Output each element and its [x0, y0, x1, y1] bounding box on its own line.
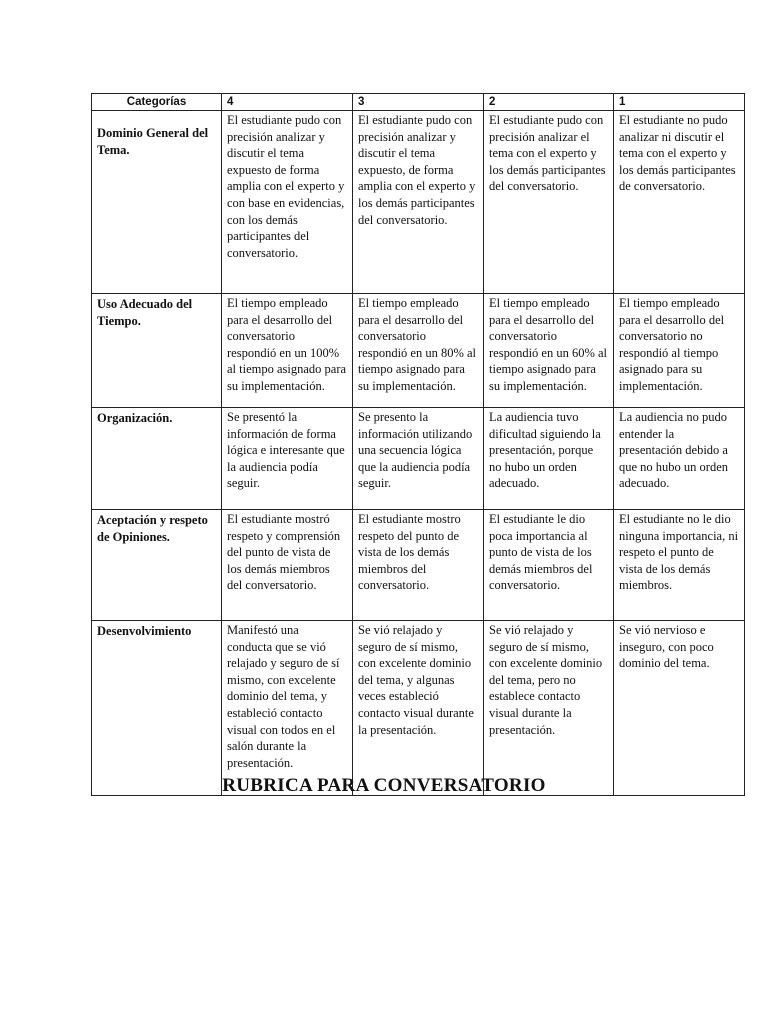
criteria-cell: Se presento la información utilizando una secuencia lógica que la audiencia podía seguir. [353, 408, 484, 510]
rubric-table [91, 93, 745, 796]
header-categories: Categorías [92, 94, 222, 111]
criteria-cell: El estudiante le dio poca importancia al punto de vista de los demás miembros del conversatorio. [484, 510, 614, 621]
category-cell: Desenvolvimiento [92, 621, 222, 796]
table-row [92, 510, 745, 621]
criteria-cell: El estudiante mostro respeto del punto de vista de los demás miembros del conversatorio. [353, 510, 484, 621]
category-cell: Uso Adecuado del Tiempo. [92, 294, 222, 408]
header-score-3: 3 [353, 94, 484, 111]
criteria-cell: El tiempo empleado para el desarrollo del conversatorio respondió en un 80% al tiempo asignado para su implementación. [353, 294, 484, 408]
document-title: RUBRICA PARA CONVERSATORIO [222, 775, 546, 796]
criteria-cell: El estudiante no pudo analizar ni discutir el tema con el experto y los demás participantes de conversatorio. [614, 111, 745, 294]
criteria-cell: Se presentó la información de forma lógica e interesante que la audiencia podía seguir. [222, 408, 353, 510]
criteria-cell: Se vió nervioso e inseguro, con poco dominio del tema. [614, 621, 745, 796]
criteria-cell: El estudiante no le dio ninguna importancia, ni respeto el punto de vista de los demás miembros. [614, 510, 745, 621]
criteria-cell: El estudiante pudo con precisión analizar el tema con el experto y los demás participantes del conversatorio. [484, 111, 614, 294]
table-row [92, 621, 745, 796]
criteria-cell: El tiempo empleado para el desarrollo del conversatorio respondió en un 60% al tiempo asignado para su implementación. [484, 294, 614, 408]
table-row [92, 111, 745, 294]
header-score-4: 4 [222, 94, 353, 111]
category-cell: Dominio General del Tema. [92, 111, 222, 294]
criteria-cell: Se vió relajado y seguro de sí mismo, con excelente dominio del tema, pero no establece contacto visual durante la presentación. [484, 621, 614, 796]
criteria-cell: El estudiante pudo con precisión analizar y discutir el tema expuesto de forma amplia con el experto y con base en evidencias, con los demás participantes del conversatorio. [222, 111, 353, 294]
criteria-cell: Manifestó una conducta que se vió relajado y seguro de sí mismo, con excelente dominio del tema, y estableció contacto visual con todos en el salón durante la presentación. [222, 621, 353, 796]
category-cell: Organización. [92, 408, 222, 510]
criteria-cell: Se vió relajado y seguro de sí mismo, con excelente dominio del tema, y algunas veces estableció contacto visual durante la presentación. [353, 621, 484, 796]
category-cell: Aceptación y respeto de Opiniones. [92, 510, 222, 621]
criteria-cell: La audiencia tuvo dificultad siguiendo la presentación, porque no hubo un orden adecuado. [484, 408, 614, 510]
header-row [92, 94, 745, 111]
header-score-2: 2 [484, 94, 614, 111]
table-row [92, 294, 745, 408]
criteria-cell: La audiencia no pudo entender la presentación debido a que no hubo un orden adecuado. [614, 408, 745, 510]
header-score-1: 1 [614, 94, 745, 111]
table-row [92, 408, 745, 510]
criteria-cell: El estudiante pudo con precisión analizar y discutir el tema expuesto, de forma amplia con el experto y los demás participantes del conversatorio. [353, 111, 484, 294]
criteria-cell: El tiempo empleado para el desarrollo del conversatorio respondió en un 100% al tiempo asignado para su implementación. [222, 294, 353, 408]
criteria-cell: El tiempo empleado para el desarrollo del conversatorio no respondió al tiempo asignado para su implementación. [614, 294, 745, 408]
criteria-cell: El estudiante mostró respeto y comprensión del punto de vista de los demás miembros del conversatorio. [222, 510, 353, 621]
